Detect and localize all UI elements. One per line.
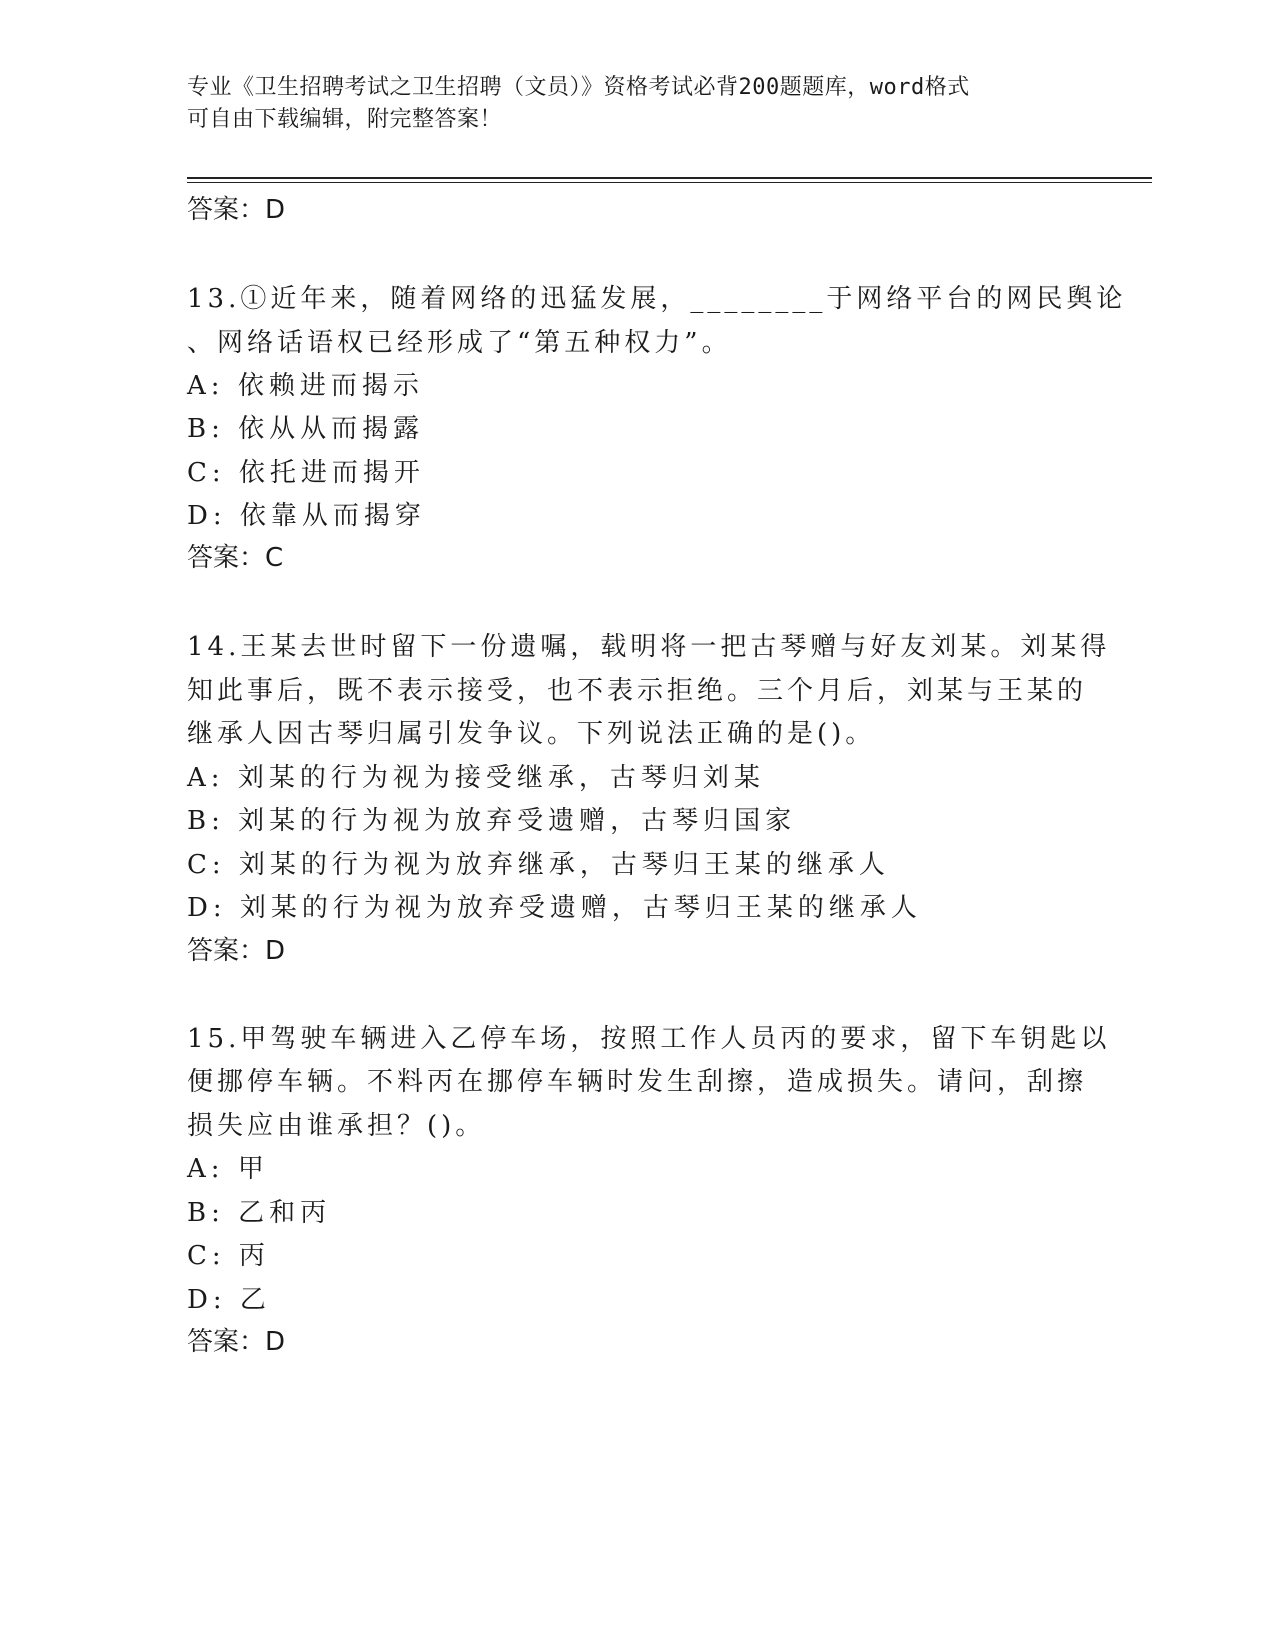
option-a [187,1152,269,1186]
question-text-line: 继承人因古琴归属引发争议。下列说法正确的是()。 [187,719,876,749]
option-text: 甲 [237,1154,269,1184]
option-letter: C: [187,1241,226,1271]
question-text-line: 便挪停车辆。不料丙在挪停车辆时发生刮擦，造成损失。请问，刮擦 [187,1067,1088,1097]
previous-answer: 答案：D [187,195,286,225]
question-text-line: 14.王某去世时留下一份遗嘱，载明将一把古琴赠与好友刘某。刘某得 [187,632,1111,662]
question-text-line: 15.甲驾驶车辆进入乙停车场，按照工作人员丙的要求，留下车钥匙以 [187,1024,1111,1054]
question-text-line: 知此事后，既不表示接受，也不表示拒绝。三个月后，刘某与王某的 [187,676,1088,706]
option-d [187,891,922,925]
option-text: 依靠从而揭穿 [239,501,426,531]
answer: 答案：C [187,543,284,573]
option-text: 乙 [239,1285,271,1315]
option-letter: C: [187,850,226,880]
option-text: 丙 [238,1241,270,1271]
option-b [187,412,424,446]
option-letter: B: [187,1198,225,1228]
option-a [187,369,424,403]
option-text: 刘某的行为视为接受继承，古琴归刘某 [237,763,765,793]
document-header-line-2: 可自由下载编辑，附完整答案！ [187,107,503,132]
option-text: 依从从而揭露 [238,414,425,444]
question-text-line: 13.①近年来，随着网络的迅猛发展，________于网络平台的网民舆论 [187,284,1127,314]
header-divider [187,177,1152,179]
option-text: 依托进而揭开 [238,458,425,488]
document-header-line-1: 专业《卫生招聘考试之卫生招聘（文员）》资格考试必背200题题库，word格式 [187,75,970,100]
option-text: 乙和丙 [238,1198,332,1228]
option-letter: D: [187,501,227,531]
answer: 答案：D [187,1327,286,1357]
question-text-line: 、网络话语权已经形成了“第五种权力”。 [187,328,732,358]
option-letter: A: [187,371,225,401]
option-letter: D: [187,893,227,923]
option-d [187,499,426,533]
option-d [187,1283,271,1317]
option-text: 刘某的行为视为放弃继承，古琴归王某的继承人 [238,850,890,880]
option-letter: A: [187,763,225,793]
option-letter: D: [187,1285,227,1315]
option-c [187,848,890,882]
option-b [187,1196,331,1230]
option-b [187,804,796,838]
option-letter: B: [187,414,225,444]
option-c [187,1239,270,1273]
option-text: 依赖进而揭示 [237,371,424,401]
option-letter: C: [187,458,226,488]
option-text: 刘某的行为视为放弃受遗赠，古琴归国家 [238,806,797,836]
option-c [187,456,425,490]
option-letter: A: [187,1154,225,1184]
option-letter: B: [187,806,225,836]
option-text: 刘某的行为视为放弃受遗赠，古琴归王某的继承人 [239,893,922,923]
option-a [187,761,765,795]
answer: 答案：D [187,936,286,966]
question-text-line: 损失应由谁承担？()。 [187,1111,486,1141]
header-divider-second [187,182,1152,183]
